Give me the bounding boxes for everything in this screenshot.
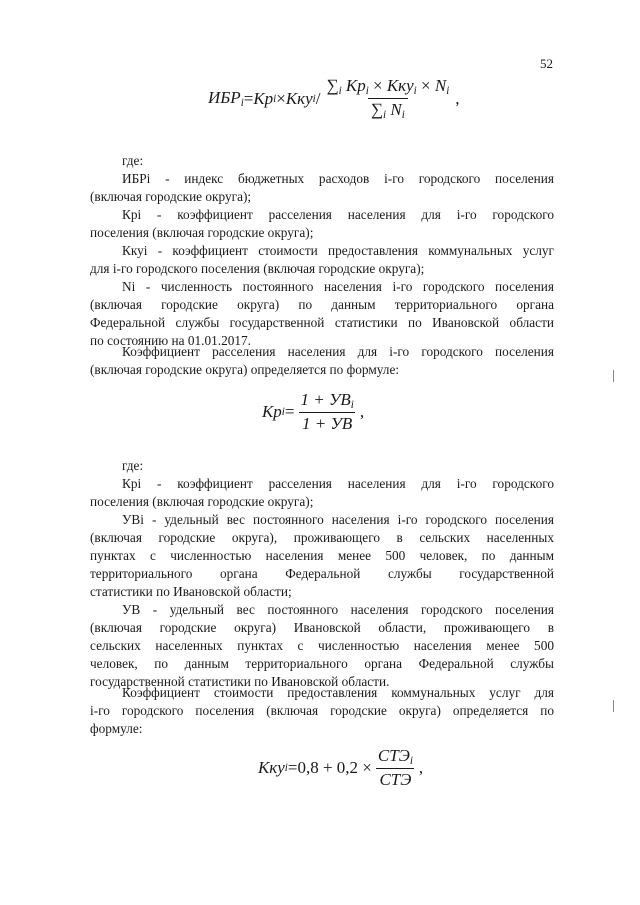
def-uv-line-5: государственной статистики по Ивановской области. [90, 674, 390, 689]
formula-ibr-left: $ИБР_i$ [208, 88, 244, 109]
scan-margin-mark [613, 700, 614, 712]
formula-kku-numerator: $СТЭ_i$ [377, 746, 413, 767]
def-n-line-2: (включая городские округа) по данным территориального органа [90, 297, 554, 312]
def-uv-line-1: УВ - удельный вес постоянного населения городского поселения [122, 602, 554, 617]
def-kku-line-2: для i-го городского поселения (включая городские округа); [90, 261, 425, 276]
where-label: где: [122, 153, 144, 168]
def-uv-line-2: (включая городские округа) Ивановской области, проживающего в [90, 620, 554, 635]
formula-ibr-denominator: $\sum_i$ $N_i$ [368, 98, 408, 121]
para-kku-line-3: формуле: [90, 721, 143, 736]
para-kp-line-2: (включая городские округа) определяется по формуле: [90, 362, 400, 377]
def2-kp-line-2: поселения (включая городские округа); [90, 494, 314, 509]
def-ibr-line-1: ИБРi - индекс бюджетных расходов i-го городского поселения [122, 171, 554, 186]
definitions-block-2 [90, 457, 554, 691]
formula-kp: Кр i = $\frac{1 + УВ_i}{1 + УВ}$ , [262, 390, 365, 433]
def-uvi-line-2: (включая городские округа), проживающего в сельских населенных [90, 530, 554, 545]
def-uvi-line-5: статистики по Ивановской области; [90, 584, 292, 599]
para-kku-line-1: Коэффициент стоимости предоставления коммунальных услуг для [122, 685, 554, 700]
def-kku-line-1: Ккуi - коэффициент стоимости предоставления коммунальных услуг [122, 243, 554, 258]
def-uvi-line-1: УВi - удельный вес постоянного населения i-го городского поселения [122, 512, 554, 527]
scan-margin-mark [613, 370, 614, 382]
formula-kp-numerator: $1 + УВ_i$ [300, 390, 354, 411]
def-kp-line-2: поселения (включая городские округа); [90, 225, 314, 240]
def-uvi-line-4: территориального органа Федеральной службы государственной [90, 566, 554, 581]
para-kp-line-1: Коэффициент расселения населения для i-го городского поселения [122, 344, 554, 359]
para-kku-intro [90, 684, 554, 738]
definitions-block-1 [90, 152, 554, 350]
def-uvi-line-3: пунктах с численностью населения менее 500 человек, по данным [90, 548, 554, 563]
def-n-line-3: Федеральной службы государственной статистики по Ивановской области [90, 315, 554, 330]
formula-kku-denominator: СТЭ [376, 768, 414, 790]
formula-ibr-fraction [323, 76, 452, 121]
def2-kp-line-1: Крi - коэффициент расселения населения для i-го городского [122, 476, 554, 491]
def-uv-line-4: человек, по данным территориального органа Федеральной службы [90, 656, 554, 671]
def-uv-line-3: сельских населенных пунктах с численностью населения менее 500 [90, 638, 554, 653]
para-kp-intro [90, 343, 554, 379]
def-ibr-line-2: (включая городские округа); [90, 189, 252, 204]
formula-kp-fraction [297, 390, 356, 434]
formula-kku: Кку i = 0,8 + 0,2 × $\frac{СТЭ_i}{\text{СТЭ}}$ , [258, 746, 424, 789]
formula-ibr-numerator: $\sum_i$ $Кр_i \times Кку_i \times N_i$ [326, 76, 450, 97]
def-n-line-4: по состоянию на 01.01.2017. [90, 333, 252, 348]
formula-kku-fraction [375, 746, 416, 790]
def-kp-line-1: Крi - коэффициент расселения населения для i-го городского [122, 207, 554, 222]
page-number: 52 [540, 56, 553, 71]
formula-ibr: $ИБР_i$ = Кр i × Кку i / $\frac{\sum_i Кр_i \times Кку_i \times N_i}{\sum_i N_i}$ , [208, 76, 460, 121]
where-label-2: где: [122, 458, 144, 473]
def-n-line-1: Ni - численность постоянного населения i-го городского поселения [122, 279, 554, 294]
formula-kp-denominator: 1 + УВ [299, 412, 355, 434]
para-kku-line-2: i-го городского поселения (включая городские округа) определяется по [90, 703, 554, 718]
